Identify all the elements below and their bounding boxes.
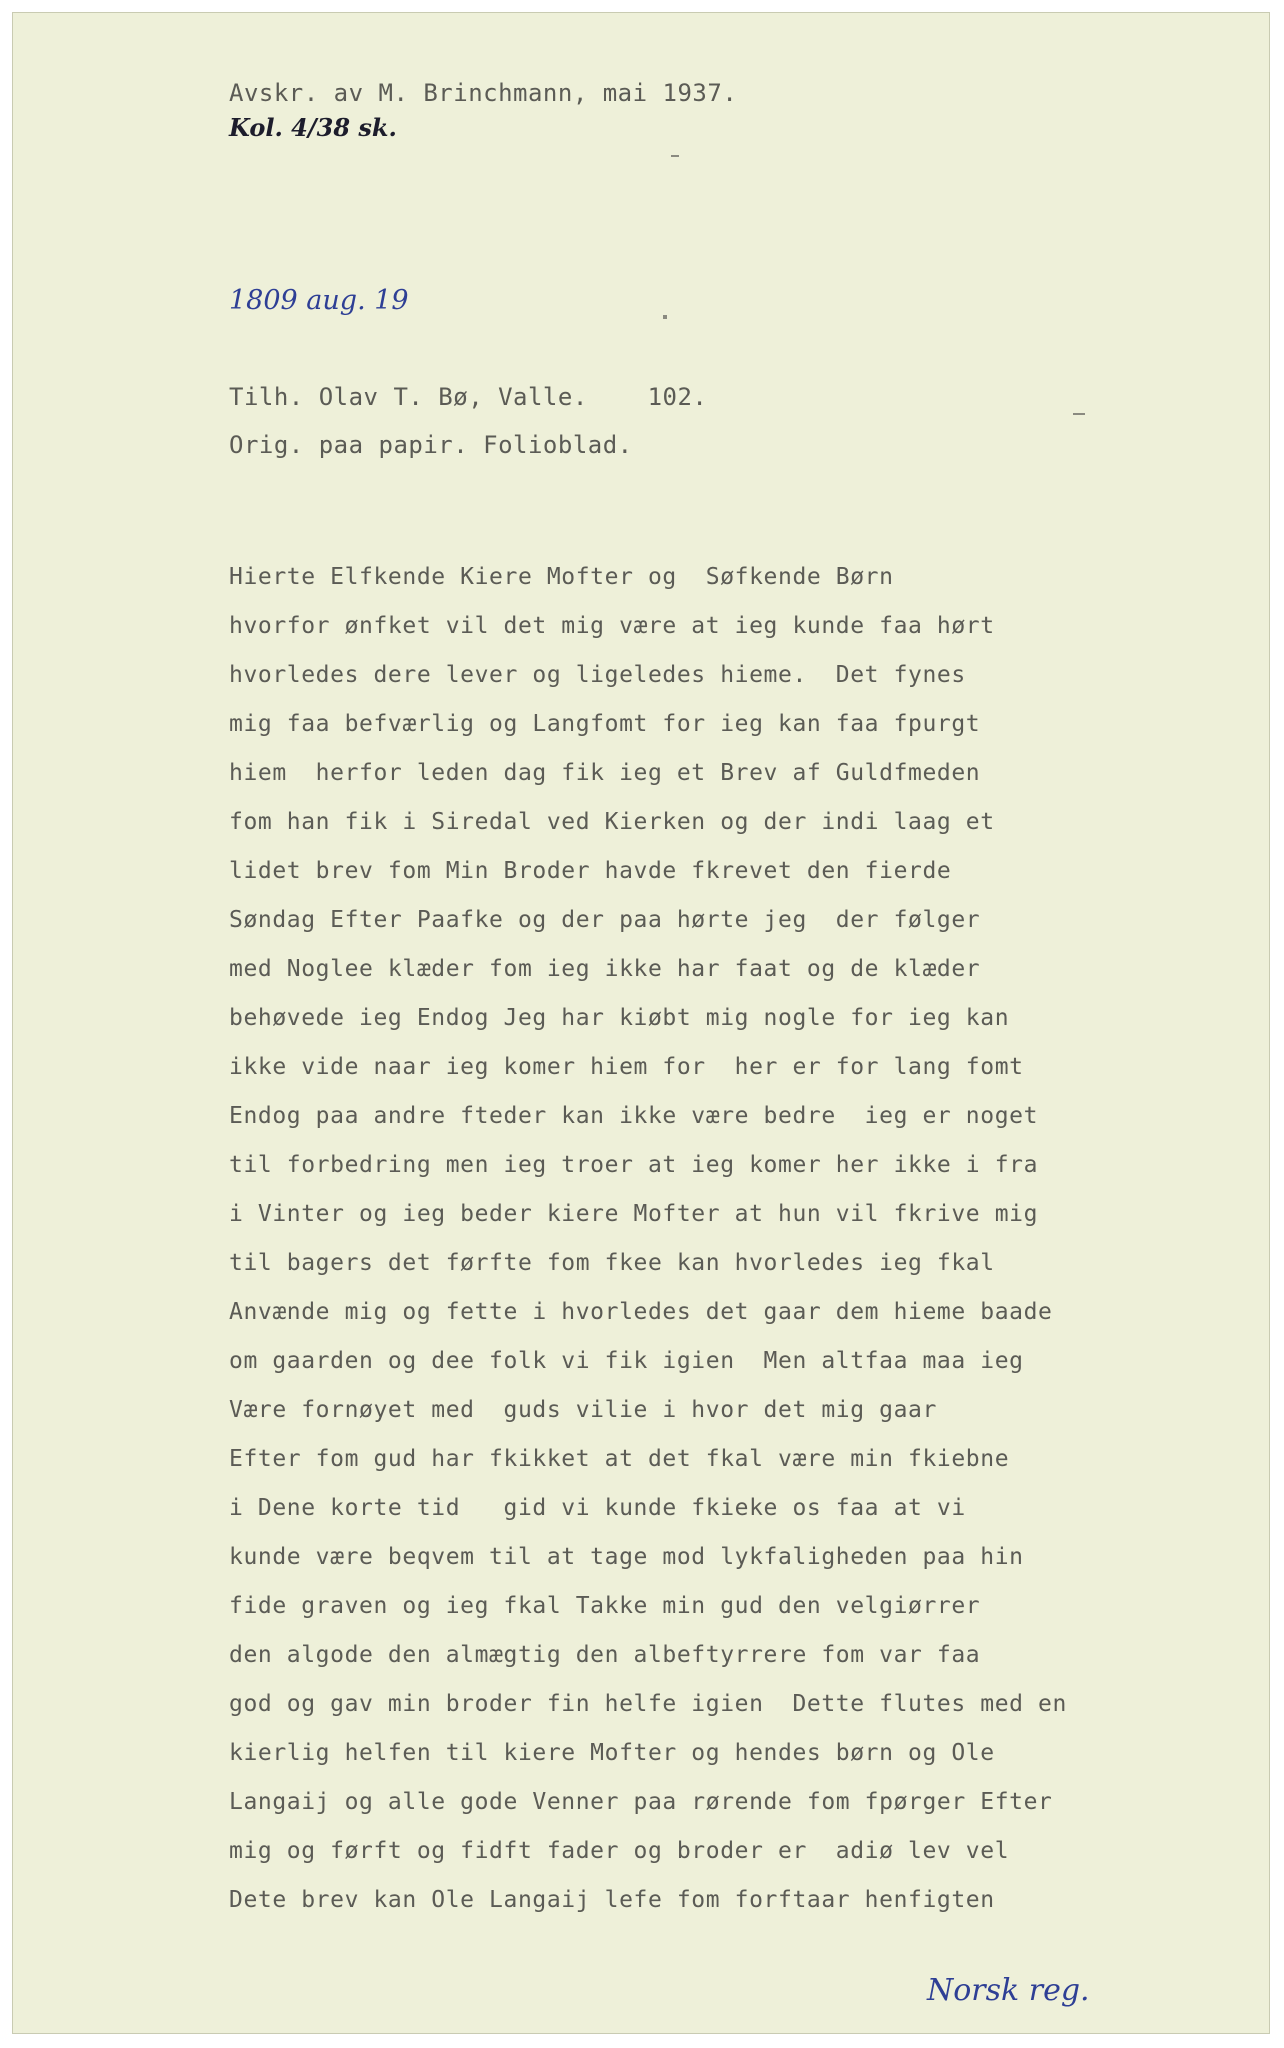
paper-speck xyxy=(663,315,667,319)
date-note: 1809 aug. 19 xyxy=(229,285,409,316)
letter-line: hvorfor ønfket vil det mig være at ieg kunde faa hørt xyxy=(229,613,995,639)
letter-line: kunde være beqvem til at tage mod lykfaligheden paa hin xyxy=(229,1544,1024,1570)
letter-line: hvorledes dere lever og ligeledes hieme. Det fynes xyxy=(229,662,966,688)
letter-line: i Vinter og ieg beder kiere Mofter at hun vil fkrive mig xyxy=(229,1201,1039,1227)
letter-line: behøvede ieg Endog Jeg har kiøbt mig nogle for ieg kan xyxy=(229,1005,1010,1031)
registration-note: Norsk reg. xyxy=(927,1973,1090,2008)
paper-speck xyxy=(1073,413,1085,415)
letter-line: Efter fom gud har fkikket at det fkal være min fkiebne xyxy=(229,1446,1010,1472)
letter-line: Være fornøyet med guds vilie i hvor det mig gaar xyxy=(229,1397,937,1423)
letter-line: kierlig helfen til kiere Mofter og hendes børn og Ole xyxy=(229,1740,995,1766)
letter-line: fom han fik i Siredal ved Kierken og der indi laag et xyxy=(229,809,995,835)
letter-line: ikke vide naar ieg komer hiem for her er for lang fomt xyxy=(229,1054,1024,1080)
origin-line: Orig. paa papir. Folioblad. xyxy=(229,431,633,459)
transcription-note: Avskr. av M. Brinchmann, mai 1937. xyxy=(229,79,738,107)
owner-line: Tilh. Olav T. Bø, Valle. 102. xyxy=(229,383,708,411)
letter-line: til bagers det førfte fom fkee kan hvorledes ieg fkal xyxy=(229,1250,995,1276)
paper-speck xyxy=(671,155,679,157)
letter-line: den algode den almægtig den albeftyrrere fom var faa xyxy=(229,1642,981,1668)
letter-line: fide graven og ieg fkal Takke min gud den velgiørrer xyxy=(229,1593,981,1619)
letter-line: Søndag Efter Paafke og der paa hørte jeg der følger xyxy=(229,907,981,933)
letter-line: med Noglee klæder fom ieg ikke har faat og de klæder xyxy=(229,956,981,982)
letter-line: god og gav min broder fin helfe igien Dette flutes med en xyxy=(229,1691,1067,1717)
letter-line: om gaarden og dee folk vi fik igien Men altfaa maa ieg xyxy=(229,1348,1024,1374)
letter-line: mig faa befværlig og Langfomt for ieg kan faa fpurgt xyxy=(229,711,981,737)
letter-line: til forbedring men ieg troer at ieg komer her ikke i fra xyxy=(229,1152,1039,1178)
letter-body xyxy=(229,553,1067,1925)
letter-line: i Dene korte tid gid vi kunde fkieke os faa at vi xyxy=(229,1495,966,1521)
letter-line: mig og førft og fidft fader og broder er adiø lev vel xyxy=(229,1838,1010,1864)
letter-line: Endog paa andre fteder kan ikke være bedre ieg er noget xyxy=(229,1103,1039,1129)
letter-line: Langaij og alle gode Venner paa rørende fom fpørger Efter xyxy=(229,1789,1053,1815)
collection-note: Kol. 4/38 sk. xyxy=(229,113,397,142)
letter-line: Anvænde mig og fette i hvorledes det gaar dem hieme baade xyxy=(229,1299,1053,1325)
letter-line: hiem herfor leden dag fik ieg et Brev af Guldfmeden xyxy=(229,760,981,786)
letter-line: Hierte Elfkende Kiere Mofter og Søfkende Børn xyxy=(229,564,894,590)
letter-line: lidet brev fom Min Broder havde fkrevet den fierde xyxy=(229,858,952,884)
document-page xyxy=(12,12,1270,2034)
letter-line: Dete brev kan Ole Langaij lefe fom forftaar henfigten xyxy=(229,1887,995,1913)
